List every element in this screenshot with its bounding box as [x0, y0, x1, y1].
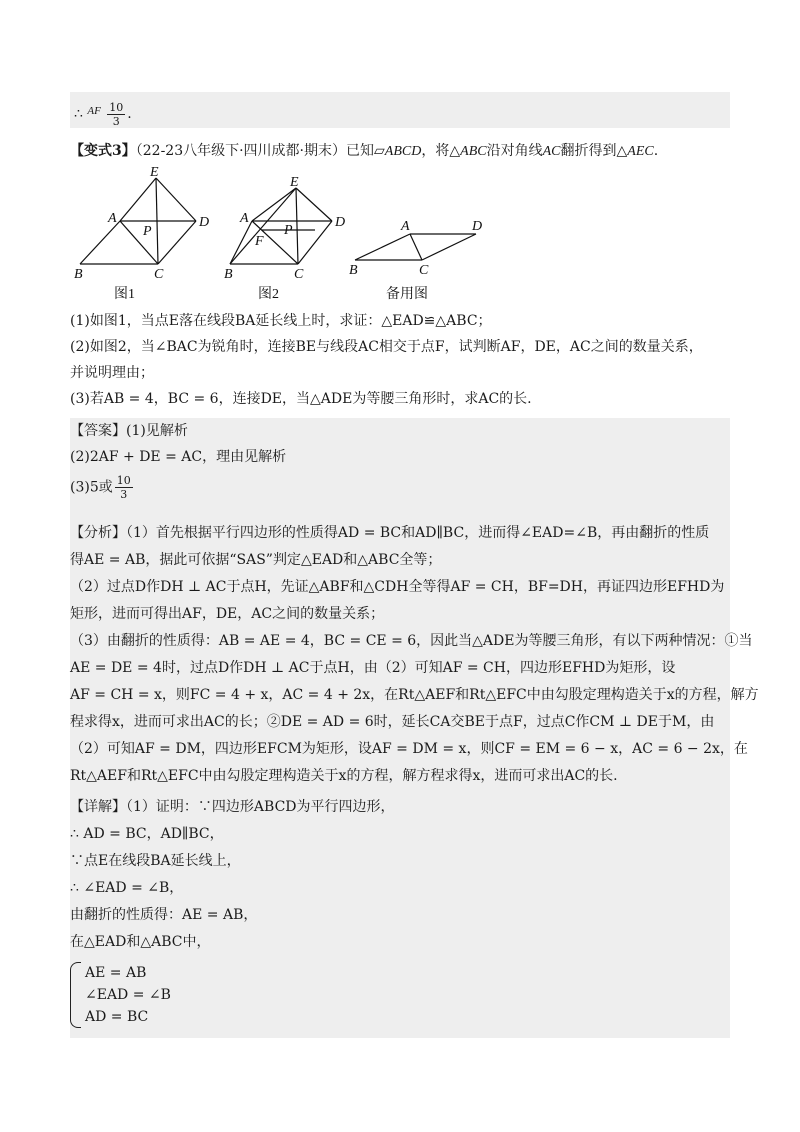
fig2-label-f: F	[255, 234, 264, 249]
detail	[70, 796, 395, 1028]
fig1-label-p: P	[143, 224, 152, 239]
fig3-label-b: B	[349, 263, 358, 278]
fig1-label-b: B	[74, 267, 83, 282]
answer-line-3: (3)5或 $\frac{10}{3}$	[70, 474, 131, 501]
left-brace	[70, 962, 81, 1028]
analysis-line: AE = DE = 4时，过点D作DH ⊥ AC于点H，由（2）可知AF = CH，四边形EFHD为矩形，设	[70, 660, 676, 676]
fig3-caption: 备用图	[386, 287, 428, 302]
analysis-line: （3）由翻折的性质得：AB = AE = 4，BC = CE = 6，因此当△ADE为等腰三角形，有以下两种情况：①当	[70, 633, 753, 649]
system-eq-2: ∠EAD = ∠B	[85, 987, 171, 1003]
fraction-10-3: $\frac{10}{3}$	[109, 100, 124, 128]
detail-line: 由翻折的性质得：AE = AB，	[70, 907, 258, 923]
analysis-line: Rt△AEF和Rt△EFC中由勾股定理构造关于x的方程，解方程求得x，进而可求出AC的长.	[70, 768, 618, 784]
analysis-line: 【分析】（1）首先根据平行四边形的性质得AD = BC和AD∥BC，进而得∠EAD=∠B，再由翻折的性质	[70, 525, 710, 541]
fig2-label-b: B	[224, 267, 233, 282]
question-1: (1)如图1，当点E落在线段BA延长线上时，求证：△EAD≌△ABC；	[70, 313, 492, 329]
fig1-label-d: D	[199, 215, 210, 230]
detail-line: ∴ ∠EAD = ∠B，	[70, 880, 184, 896]
question-2: (2)如图2，当∠BAC为锐角时，连接BE与线段AC相交于点F，试判断AF，DE，AC之间的数量关系，	[70, 339, 703, 355]
fig3-label-a: A	[401, 219, 410, 234]
question-2-cont: 并说明理由；	[70, 365, 154, 381]
therefore-symbol: ∴	[74, 106, 83, 122]
analysis	[70, 522, 759, 792]
equation-system	[70, 962, 395, 1028]
detail-line: 【详解】（1）证明：∵四边形ABCD为平行四边形，	[70, 799, 395, 815]
system-eq-3: AD = BC	[85, 1009, 149, 1025]
top-conclusion: ∴ $^{AF}$ $\frac{10}{3}$ .	[70, 92, 730, 128]
system-eq-1: AE = AB	[85, 965, 147, 981]
detail-line: ∵点E在线段BA延长线上，	[70, 853, 241, 869]
detail-line: ∴ AD = BC，AD∥BC，	[70, 826, 224, 842]
variant-source: （22-23八年级下·四川成都·期末）	[135, 143, 347, 159]
fig2-label-e: E	[290, 175, 299, 190]
solution-block	[70, 418, 759, 1038]
fig1-caption: 图1	[114, 287, 135, 302]
answer-line-1: 【答案】(1)见解析	[70, 423, 188, 439]
fig1-label-a: A	[108, 211, 117, 226]
geometry-figures	[70, 164, 550, 304]
detail-line: 在△EAD和△ABC中，	[70, 934, 211, 950]
fig1-label-c: C	[154, 267, 164, 282]
analysis-line: （2）过点D作DH ⊥ AC于点H，先证△ABF和△CDH全等得AF = CH，BF=DH，再证四边形EFHD为	[70, 579, 725, 595]
variant-label: 【变式3】	[70, 143, 136, 159]
figure-2	[230, 188, 332, 264]
parallelogram-symbol: ▱	[374, 143, 385, 159]
question-3: (3)若AB = 4，BC = 6，连接DE，当△ADE为等腰三角形时，求AC的长.	[70, 391, 532, 407]
figure-3	[355, 234, 476, 260]
questions	[70, 310, 703, 414]
af-variable: AF	[87, 105, 101, 117]
analysis-line: AF = CH = x，则FC = 4 + x，AC = 4 + 2x，在Rt△AEF和Rt△EFC中由勾股定理构造关于x的方程，解方	[70, 687, 759, 703]
figure-1	[80, 178, 196, 264]
variant-title: 【变式3】（22-23八年级下·四川成都·期末）已知▱ABCD，将△ABC沿对角线AC翻折得到△AEC.	[70, 143, 659, 159]
fig2-label-d: D	[335, 215, 346, 230]
analysis-line: （2）可知AF = DM，四边形EFCM为矩形，设AF = DM = x，则CF = EM = 6 − x，AC = 6 − 2x，在	[70, 741, 748, 757]
fraction-answer: $\frac{10}{3}$	[116, 474, 131, 501]
fig3-label-c: C	[419, 263, 429, 278]
fig2-label-a: A	[240, 211, 249, 226]
fig2-caption: 图2	[258, 287, 279, 302]
analysis-line: 矩形，进而可得出AF，DE，AC之间的数量关系；	[70, 606, 385, 622]
analysis-line: 得AE = AB，据此可依据“SAS”判定△EAD和△ABC全等；	[70, 552, 442, 568]
fig2-label-p: P	[284, 223, 293, 238]
answer-line-2: (2)2AF + DE = AC，理由见解析	[70, 449, 287, 465]
analysis-line: 程求得x，进而可求出AC的长；②DE = AD = 6时，延长CA交BE于点F，过点C作CM ⊥ DE于M，由	[70, 714, 715, 730]
fig3-label-d: D	[472, 219, 483, 234]
fig1-label-e: E	[150, 165, 159, 180]
fig2-label-c: C	[294, 267, 304, 282]
